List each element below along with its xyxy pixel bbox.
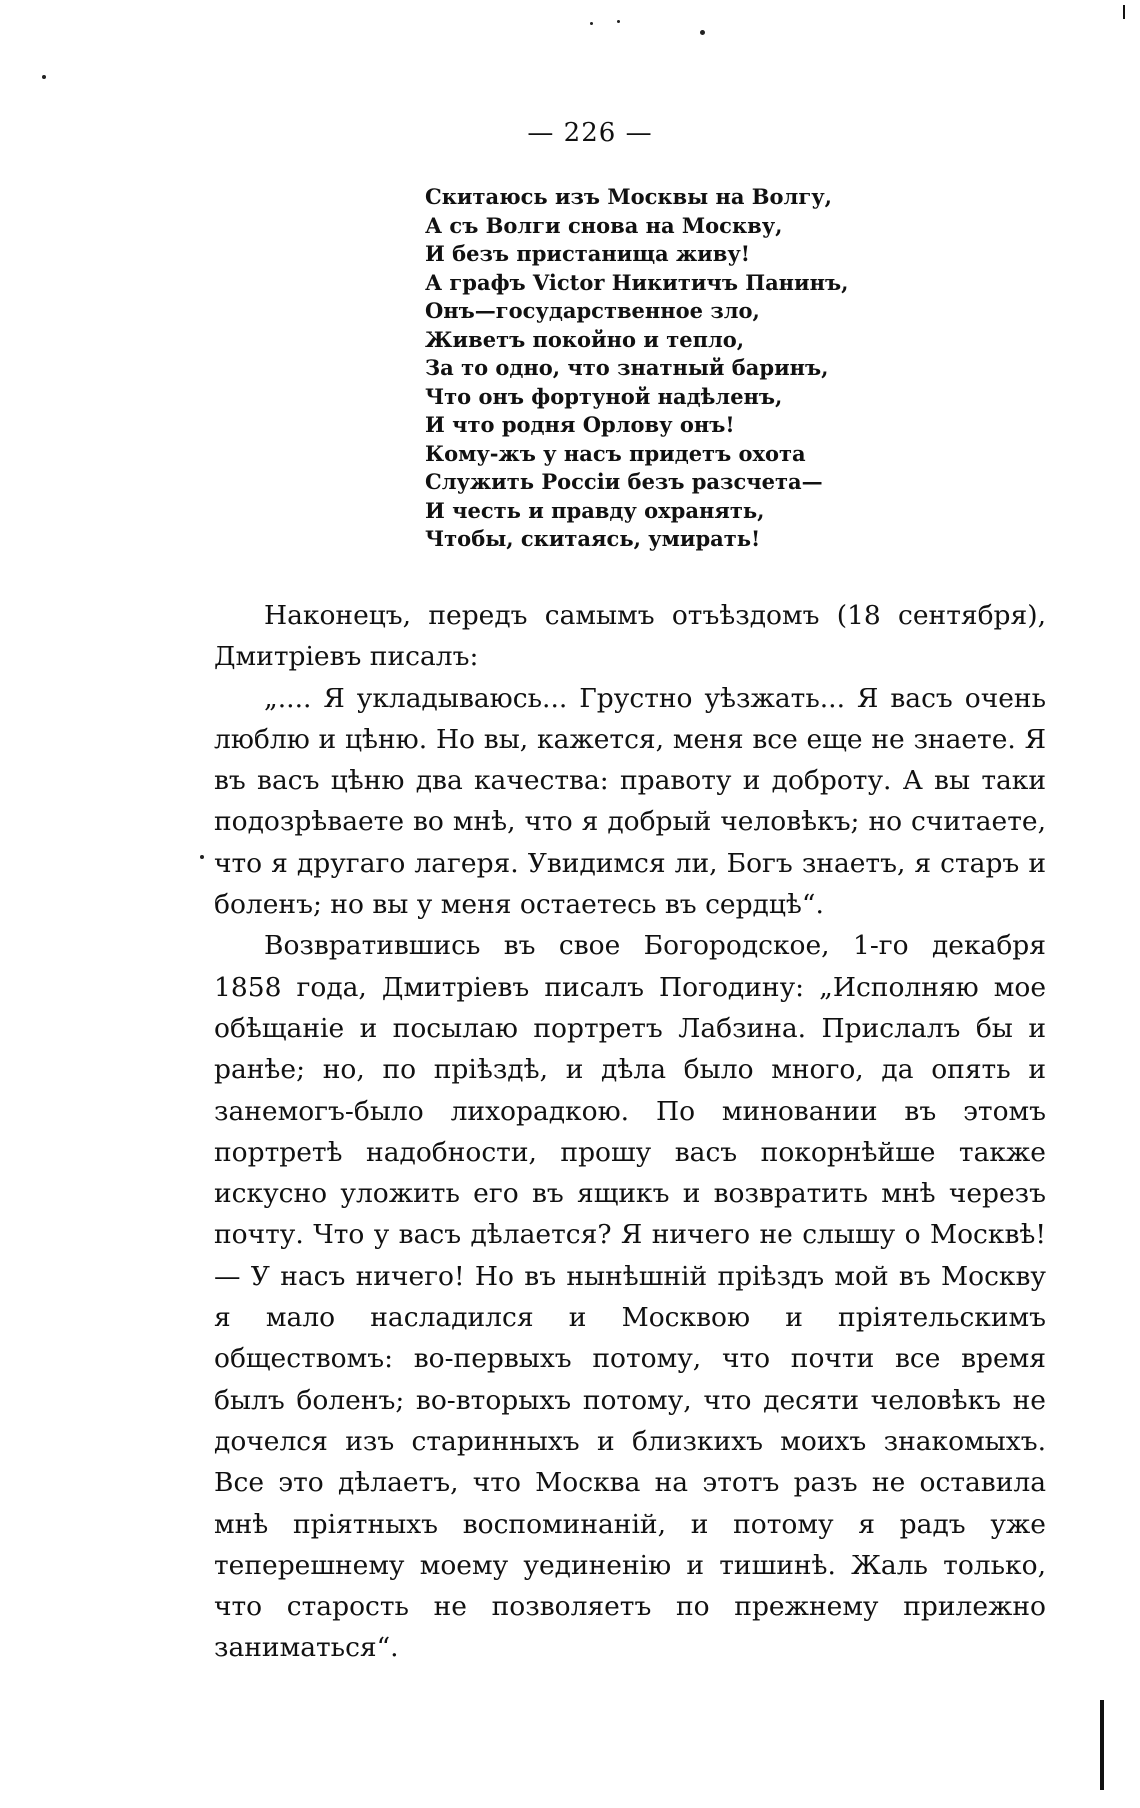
paragraph: Возвратившись въ свое Богородское, 1-го декабря 1858 года, Дмитріевъ писалъ Погодину: „Исполняю мое обѣщаніе и посылаю портретъ Лабзина. Прислалъ бы и ранѣе; но, по пріѣздѣ, и дѣла было много, да опять и занемогъ-было лихорадкою. По миновании въ этомъ портретѣ надобности, прошу васъ покорнѣйше также искусно уложить его въ ящикъ и возвратить мнѣ черезъ почту. Что у васъ дѣлается? Я ничего не слышу о Москвѣ! — У насъ ничего! Но въ нынѣшній пріѣздъ мой въ Москву я мало насладился и Москвою и пріятельскимъ обществомъ: во-первыхъ потому, что почти все время былъ боленъ; во-вторыхъ потому, что десяти человѣкъ не дочелся изъ старинныхъ и близкихъ моихъ знакомыхъ. Все это дѣлаетъ, что Москва на этотъ разъ не оставила мнѣ пріятныхъ воспоминаній, и потому я радъ уже теперешнему моему уединенію и тишинѣ. Жаль только, что старость не позволяетъ по прежнему прилежно заниматься“.: [214, 930, 1046, 1664]
scan-speck: [617, 20, 620, 23]
poem-line: Скитаюсь изъ Москвы на Волгу,: [425, 184, 832, 209]
scan-speck: [590, 22, 593, 25]
scan-speck: [42, 75, 46, 79]
poem-line: За то одно, что знатный баринъ,: [425, 355, 829, 380]
page-number: — 226 —: [527, 118, 653, 148]
poem-line: И что родня Орлову онъ!: [425, 412, 735, 437]
scan-speck: [700, 30, 705, 35]
scan-edge-mark: [1123, 5, 1125, 19]
poem-line: Чтобы, скитаясь, умирать!: [425, 526, 761, 551]
poem-line: Кому-жъ у насъ придетъ охота: [425, 440, 806, 466]
poem-line: И безъ пристанища живу!: [425, 241, 750, 266]
poem-block: [425, 183, 1025, 554]
body-text: [214, 595, 1046, 1669]
poem-line: Что онъ фортуной надѣленъ,: [425, 383, 783, 409]
poem-line: А графъ Victor Никитичъ Панинъ,: [425, 269, 849, 295]
poem-line: Онъ—государственное зло,: [425, 298, 760, 323]
poem-line: А съ Волги снова на Москву,: [425, 212, 783, 238]
paragraph-letter-quote: „.... Я укладываюсь... Грустно уѣзжать... Я васъ очень люблю и цѣню. Но вы, кажется, меня все еще не знаете. Я въ васъ цѣню два качества: правоту и доброту. А вы таки подозрѣваете во мнѣ, что я добрый человѣкъ; но считаете, что я другаго лагеря. Увидимся ли, Богъ знаетъ, я старъ и боленъ; но вы у меня остаетесь въ сердцѣ“.: [214, 682, 1046, 921]
poem-line: Служить Россіи безъ разсчета—: [425, 469, 823, 494]
scan-speck: [200, 855, 204, 859]
poem-line: Живетъ покойно и тепло,: [425, 326, 745, 352]
paragraph: Наконецъ, передъ самымъ отъѣздомъ (18 сентября), Дмитріевъ писалъ:: [214, 600, 1046, 673]
poem-line: И честь и правду охранять,: [425, 497, 765, 523]
scan-edge-mark: [1100, 1700, 1104, 1790]
